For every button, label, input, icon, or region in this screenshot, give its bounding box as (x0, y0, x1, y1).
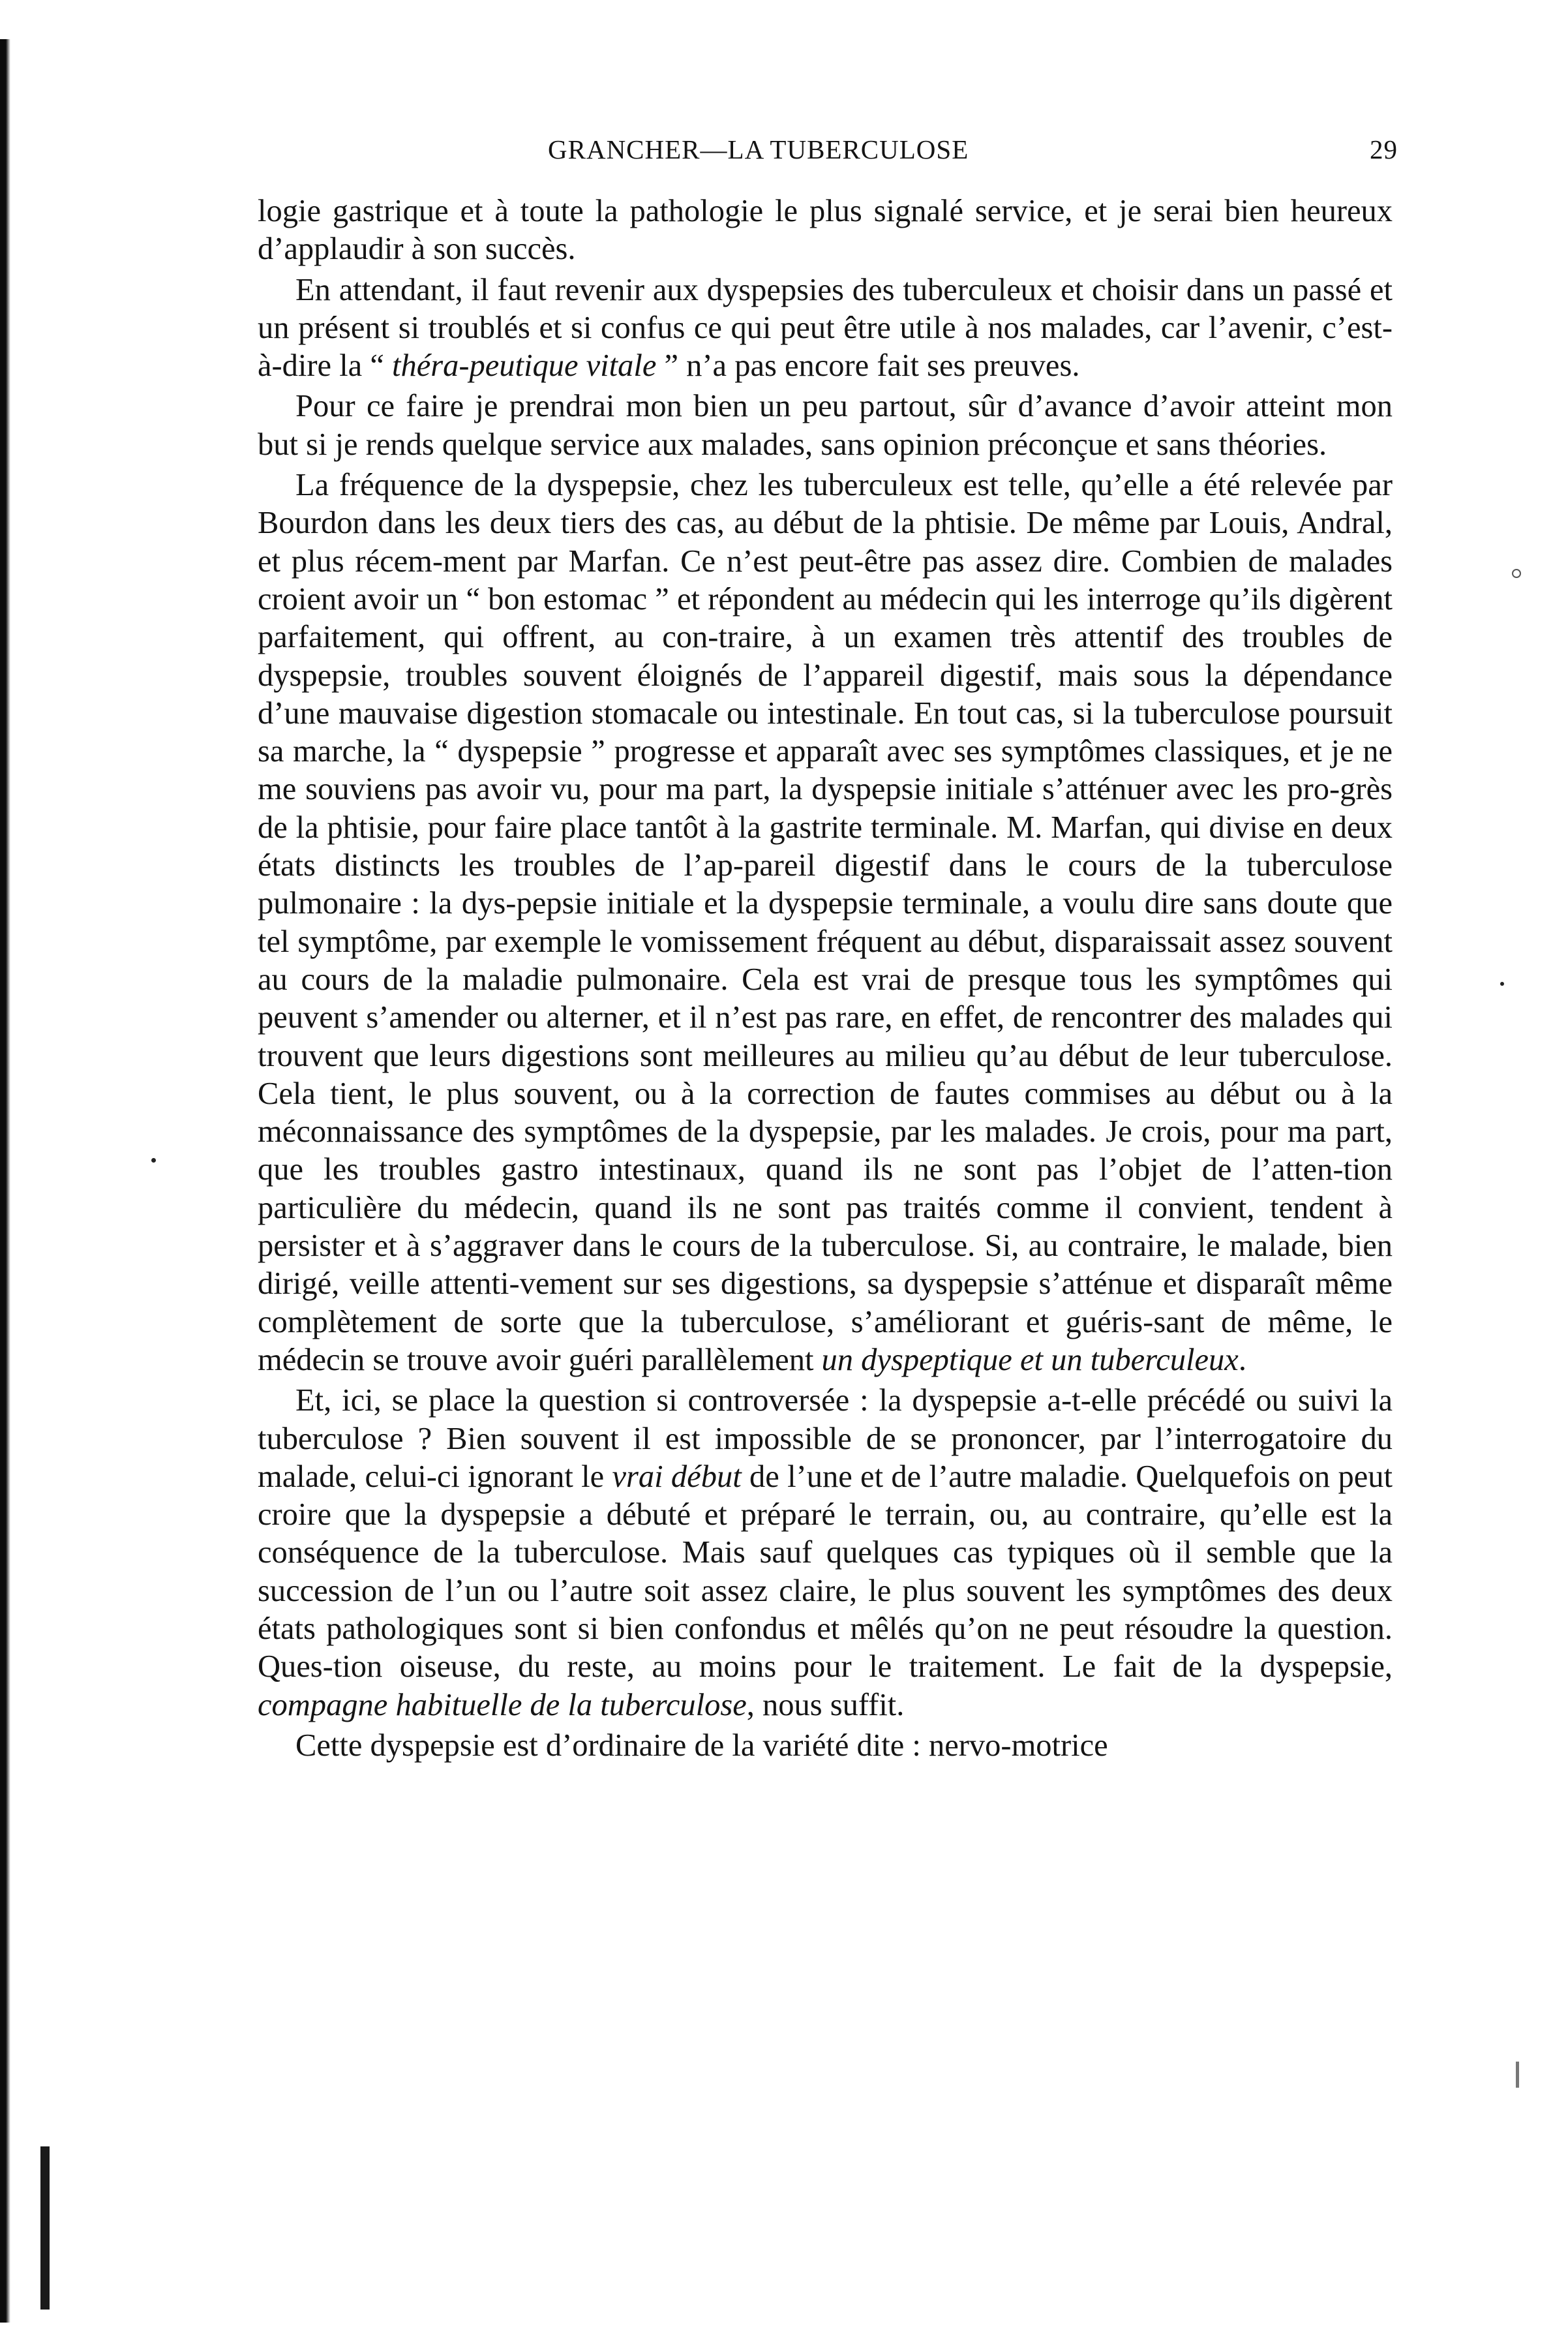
scan-speck (40, 2146, 50, 2310)
page-number: 29 (1370, 134, 1398, 164)
text-run: Cette dyspepsie est d’ordinaire de la variété dite : nervo-motrice (295, 1728, 1108, 1763)
paragraph (258, 192, 1393, 269)
scan-speck (1500, 982, 1504, 986)
text-run: , nous suffit. (746, 1687, 905, 1722)
paragraph (258, 466, 1393, 1379)
paragraph (258, 271, 1393, 386)
text-run: de l’une et de l’autre maladie. Quelquefois on peut croire que la dyspepsie a débuté et préparé le terrain, ou, au contraire, qu’elle est la conséquence de la tuberculose. Mais sauf quelques cas typiques où il semble que la succession de l’un ou l’autre soit assez claire, le plus souvent les symptômes des deux états pathologiques sont si bien confondus et mêlés qu’on ne peut résoudre la question. Ques-tion oiseuse, du reste, au moins pour le traitement. Le fait de la dyspepsie, (258, 1459, 1393, 1685)
running-head (258, 134, 1398, 179)
book-page (258, 134, 1398, 1765)
italic-text: compagne habituelle de la tuberculose (258, 1687, 747, 1722)
scan-speck (1512, 569, 1521, 578)
text-run: En attendant, il faut revenir aux dyspepsies des tuberculeux et choisir dans un passé et un présent si troublés et si confus ce qui peut être utile à nos malades, car l’avenir, c’est-à-dire la “ (258, 272, 1393, 384)
scan-speck (1516, 2062, 1519, 2088)
text-run: La fréquence de la dyspepsie, chez les tuberculeux est telle, qu’elle a été relevée par Bourdon dans les deux tiers des cas, au début de la phtisie. De même par Louis, Andral, et plus récem-ment par Marfan. Ce n’est peut-être pas assez dire. Combien de malades croient avoir un “ bon estomac ” et répondent au médecin qui les interroge qu’ils digèrent parfaitement, qui offrent, au con-traire, à un examen très attentif des troubles de dyspepsie, troubles souvent éloignés de l’appareil digestif, mais sous la dépendance d’une mauvaise digestion stomacale ou intestinale. En tout cas, si la tuberculose poursuit sa marche, la “ dyspepsie ” progresse et apparaît avec ses symptômes classiques, et je ne me souviens pas avoir vu, pour ma part, la dyspepsie initiale s’atténuer avec les pro-grès de la phtisie, pour faire place tantôt à la gastrite terminale. M. Marfan, qui divise en deux états distincts les troubles de l’ap-pareil digestif dans le cours de la tuberculose pulmonaire : la dys-pepsie initiale et la dyspepsie terminale, a voulu dire sans doute que tel symptôme, par exemple le vomissement fréquent au début, disparaissait assez souvent au cours de la maladie pulmonaire. Cela est vrai de presque tous les symptômes qui peuvent s’amender ou alterner, et il n’est pas rare, en effet, de rencontrer des malades qui trouvent que leurs digestions sont meilleures au milieu qu’au début de leur tuberculose. Cela tient, le plus souvent, ou à la correction de fautes commises au début ou à la méconnaissance des symptômes de la dyspepsie, par les malades. Je crois, pour ma part, que les troubles gastro intestinaux, quand ils ne sont pas l’objet de l’atten-tion particulière du médecin, quand ils ne sont pas traités comme il convient, tendent à persister et à s’aggraver dans le cours de la tuberculose. Si, au contraire, le malade, bien dirigé, veille attenti-vement sur ses digestions, sa dyspepsie s’atténue et disparaît même complètement de sorte que la tuberculose, s’améliorant et guéris-sant de même, le médecin se trouve avoir guéri parallèlement (258, 468, 1393, 1377)
paragraph (258, 1382, 1393, 1724)
text-run: Pour ce faire je prendrai mon bien un peu partout, sûr d’avance d’avoir atteint mon but si je rends quelque service aux malades, sans opinion préconçue et sans théories. (258, 389, 1393, 462)
body-text (258, 192, 1393, 1765)
text-run: logie gastrique et à toute la pathologie le plus signalé service, et je serai bien heureux d’applaudir à son succès. (258, 194, 1393, 267)
paragraph (258, 1727, 1393, 1765)
text-run: ” n’a pas encore fait ses preuves. (656, 348, 1080, 384)
scan-binding-edge (0, 39, 10, 2323)
scan-speck (151, 1158, 156, 1163)
text-run: . (1238, 1342, 1246, 1377)
text-run: Et, ici, se place la question si controversée : la dyspepsie a-t-elle précédé ou suivi la tuberculose ? Bien souvent il est impossible de se prononcer, par l’interrogatoire du malade, celui-ci ignorant le (258, 1383, 1393, 1494)
italic-text: vrai début (612, 1459, 742, 1494)
italic-text: un dyspeptique et un tuberculeux (821, 1342, 1239, 1377)
paragraph (258, 388, 1393, 464)
italic-text: théra-peutique vitale (391, 348, 657, 384)
running-title: GRANCHER—LA TUBERCULOSE (548, 134, 969, 164)
